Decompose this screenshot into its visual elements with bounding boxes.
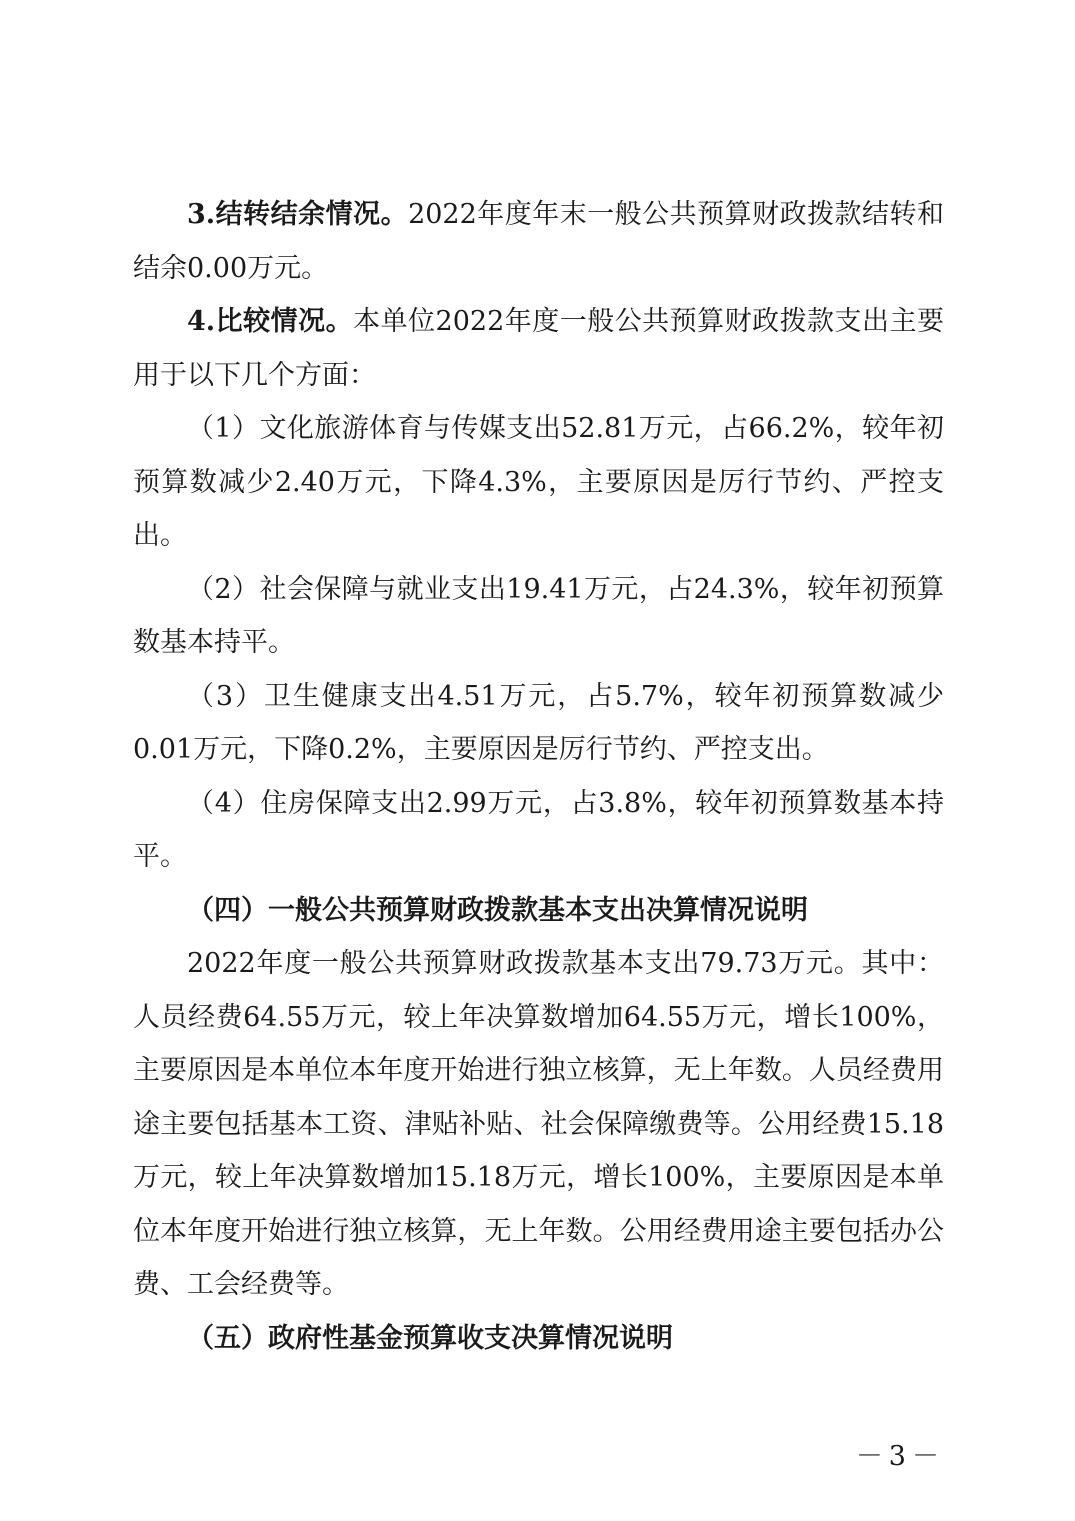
section-heading-basic-expense: （四）一般公共预算财政拨款基本支出决算情况说明 xyxy=(187,894,808,926)
document-body xyxy=(133,188,944,1365)
paragraph-text: （2）社会保障与就业支出19.41万元，占24.3%，较年初预算数基本持平。 xyxy=(133,573,944,658)
paragraph-text: （4）住房保障支出2.99万元，占3.8%，较年初预算数基本持平。 xyxy=(133,787,944,872)
paragraph-item-social-security xyxy=(133,563,944,670)
paragraph-carryover-balance xyxy=(133,188,944,295)
paragraph-lead: 4.比较情况。 xyxy=(187,306,354,337)
page-number: －3－ xyxy=(855,1441,945,1472)
paragraph-text: 本单位2022年度一般公共预算财政拨款支出主要用于以下几个方面： xyxy=(133,306,944,391)
paragraph-item-health xyxy=(133,670,944,777)
section-heading-government-fund: （五）政府性基金预算收支决算情况说明 xyxy=(187,1322,673,1354)
paragraph-item-housing xyxy=(133,777,944,884)
paragraph-text: （3）卫生健康支出4.51万元，占5.7%，较年初预算数减少0.01万元，下降0.2%，主要原因是厉行节约、严控支出。 xyxy=(133,680,944,765)
paragraph-item-culture xyxy=(133,402,944,563)
paragraph-text: 2022年度年末一般公共预算财政拨款结转和结余0.00万元。 xyxy=(133,199,944,284)
paragraph-lead: 3.结转结余情况。 xyxy=(187,199,409,230)
paragraph-basic-expense: 2022年度一般公共预算财政拨款基本支出79.73万元。其中：人员经费64.55万元，较上年决算数增加64.55万元，增长100%，主要原因是本单位本年度开始进行独立核算，无上年数。人员经费用途主要包括基本工资、津贴补贴、社会保障缴费等。公用经费15.18万元，较上年决算数增加15.18万元，增长100%，主要原因是本单位本年度开始进行独立核算，无上年数。公用经费用途主要包括办公费、工会经费等。 xyxy=(133,948,944,1300)
paragraph-comparison xyxy=(133,295,944,402)
paragraph-text: （1）文化旅游体育与传媒支出52.81万元，占66.2%，较年初预算数减少2.40万元，下降4.3%，主要原因是厉行节约、严控支出。 xyxy=(133,413,944,551)
